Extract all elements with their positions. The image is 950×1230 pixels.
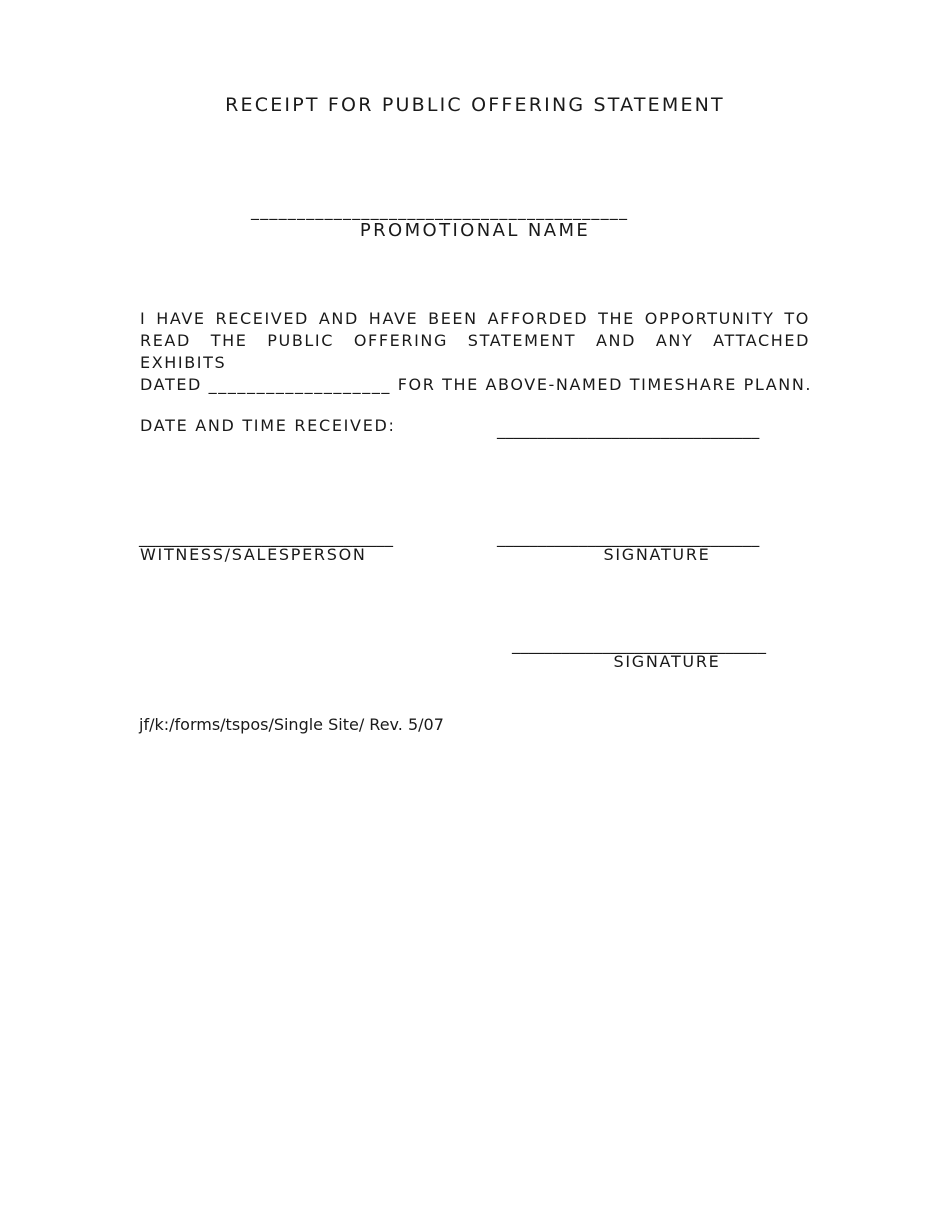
date-time-received-field[interactable]: ________________________________ bbox=[497, 420, 760, 439]
acknowledgement-line-2: READ THE PUBLIC OFFERING STATEMENT AND ANY ATTACHED EXHIBITS bbox=[140, 331, 810, 372]
signature-field-2[interactable]: _______________________________ bbox=[512, 635, 767, 654]
signature-label-1: SIGNATURE bbox=[603, 545, 711, 564]
date-time-received-label: DATE AND TIME RECEIVED: bbox=[140, 416, 396, 435]
witness-signature-field[interactable]: _______________________________ bbox=[139, 528, 394, 547]
acknowledgement-line-1: I HAVE RECEIVED AND HAVE BEEN AFFORDED THE OPPORTUNITY TO bbox=[140, 309, 810, 328]
promotional-name-field[interactable]: _________________________________________ bbox=[251, 201, 629, 220]
signature-label-2: SIGNATURE bbox=[613, 652, 721, 671]
witness-salesperson-label: WITNESS/SALESPERSON bbox=[140, 545, 367, 564]
acknowledgement-line-3: DATED ___________________ FOR THE ABOVE-NAMED TIMESHARE PLANN. bbox=[140, 375, 813, 394]
acknowledgement-paragraph bbox=[140, 308, 813, 396]
form-reference-footer: jf/k:/forms/tspos/Single Site/ Rev. 5/07 bbox=[139, 715, 444, 734]
promotional-name-label: PROMOTIONAL NAME bbox=[359, 220, 591, 241]
document-title: RECEIPT FOR PUBLIC OFFERING STATEMENT bbox=[225, 94, 725, 116]
signature-field-1[interactable]: ________________________________ bbox=[497, 528, 760, 547]
